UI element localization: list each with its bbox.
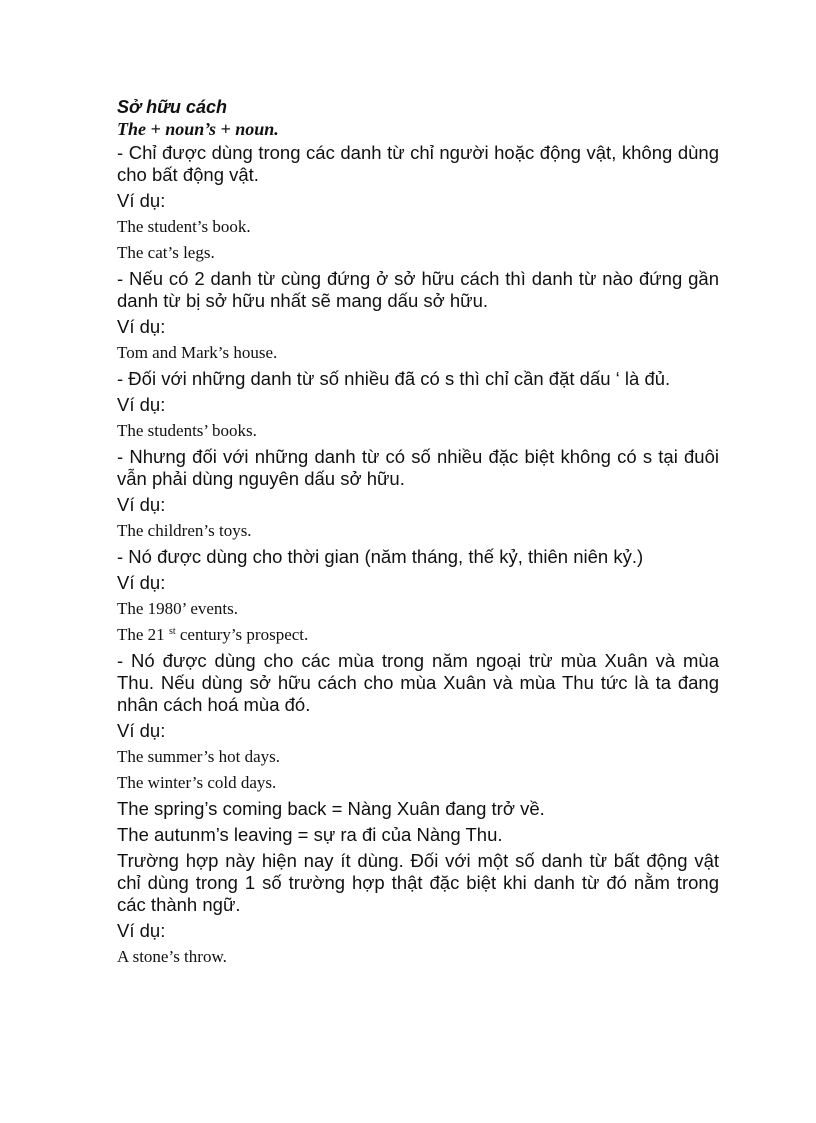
rule-3: - Đối với những danh từ số nhiều đã có s thì chỉ cần đặt dấu ‘ là đủ. — [117, 368, 671, 389]
example-7a: A stone’s throw. — [117, 947, 227, 966]
example-5b-post: century’s prospect. — [175, 625, 309, 644]
example-label: Ví dụ: — [117, 316, 166, 337]
rule-2: - Nếu có 2 danh từ cùng đứng ở sở hữu cách thì danh từ nào đứng gần danh từ bị sở hữu nhất sẽ mang dấu sở hữu. — [117, 268, 719, 311]
example-6b: The winter’s cold days. — [117, 773, 277, 792]
section-title: Sở hữu cách — [117, 97, 227, 117]
example-label: Ví dụ: — [117, 720, 166, 741]
example-label: Ví dụ: — [117, 190, 166, 211]
rule-6: - Nó được dùng cho các mùa trong năm ngoại trừ mùa Xuân và mùa Thu. Nếu dùng sở hữu cách cho mùa Xuân và mùa Thu tức là ta đang nhân cách hoá mùa đó. — [117, 650, 719, 715]
example-2a: Tom and Mark’s house. — [117, 343, 278, 362]
example-6d: The autunm’s leaving = sự ra đi của Nàng Thu. — [117, 824, 503, 845]
rule-7: Trường hợp này hiện nay ít dùng. Đối với một số danh từ bất động vật chỉ dùng trong 1 số trường hợp thật đặc biệt khi danh từ đó nằm trong các thành ngữ. — [117, 850, 719, 915]
example-6a: The summer’s hot days. — [117, 747, 281, 766]
example-label: Ví dụ: — [117, 920, 166, 941]
example-label: Ví dụ: — [117, 394, 166, 415]
rule-1: - Chỉ được dùng trong các danh từ chỉ người hoặc động vật, không dùng cho bất động vật. — [117, 142, 719, 185]
example-6c: The spring’s coming back = Nàng Xuân đang trở về. — [117, 798, 545, 819]
example-4a: The children’s toys. — [117, 521, 252, 540]
example-5a: The 1980’ events. — [117, 599, 239, 618]
formula: The + noun’s + noun. — [117, 119, 279, 139]
example-1b: The cat’s legs. — [117, 243, 215, 262]
example-label: Ví dụ: — [117, 572, 166, 593]
document-page — [117, 96, 719, 972]
example-5b-pre: The 21 — [117, 625, 169, 644]
example-5b — [117, 624, 719, 646]
ordinal-suffix: st — [168, 626, 176, 637]
example-1a: The student’s book. — [117, 217, 251, 236]
rule-4: - Nhưng đối với những danh từ có số nhiều đặc biệt không có s tại đuôi vẫn phải dùng nguyên dấu sở hữu. — [117, 446, 719, 489]
rule-5: - Nó được dùng cho thời gian (năm tháng, thế kỷ, thiên niên kỷ.) — [117, 546, 644, 567]
example-label: Ví dụ: — [117, 494, 166, 515]
example-3a: The students’ books. — [117, 421, 257, 440]
